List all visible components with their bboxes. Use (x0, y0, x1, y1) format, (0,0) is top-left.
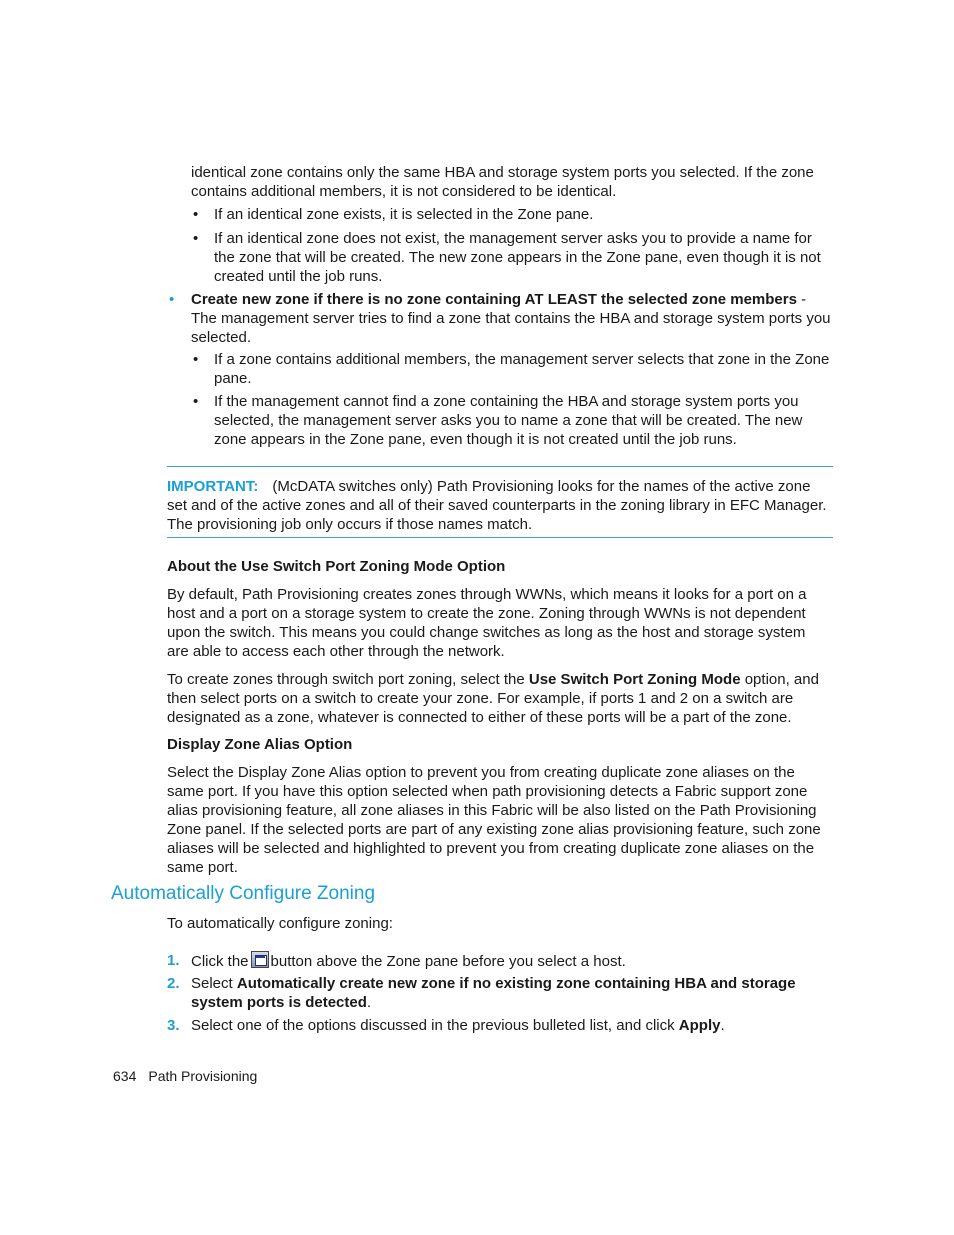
sub-bullet-identical-missing: If an identical zone does not exist, the management server asks you to provide a name for the zone that will be created. The new zone appears in the Zone pane, even though it is not created until the job runs. (214, 230, 821, 285)
text-span: Select one of the options discussed in the previous bulleted list, and click (191, 1017, 679, 1034)
bullet-rest-text: - The management server tries to find a zone that contains the HBA and storage system ports you selected. (191, 291, 831, 346)
paragraph-wwn: By default, Path Provisioning creates zones through WWNs, which means it looks for a port on a host and a port on a storage system to create the zone. Zoning through WWNs is not dependent upon the switch. This means you could change switches as long as the host and storage system are able to access each other through the network. (167, 586, 807, 660)
bold-apply: Apply (678, 1017, 721, 1034)
important-text: (McDATA switches only) Path Provisioning looks for the names of the active zone set and of the active zones and all of their saved counterparts in the zoning library in EFC Manager. The provisioning job only occurs if those names match. (167, 478, 827, 533)
step-number: 1. (167, 952, 180, 969)
text-span: Select (191, 975, 237, 992)
page-number: 634 (113, 1068, 137, 1084)
footer-section-name: Path Provisioning (148, 1068, 258, 1084)
step-1 (191, 951, 831, 971)
sub-bullet-additional-members: If a zone contains additional members, the management server selects that zone in the Zone pane. (214, 351, 830, 387)
paragraph-identical-zone: identical zone contains only the same HBA and storage system ports you selected. If the zone contains additional members, it is not considered to be identical. (191, 164, 814, 200)
bullet-dot: • (193, 206, 199, 223)
heading-zone-alias: Display Zone Alias Option (167, 736, 353, 753)
step-3 (191, 1016, 831, 1035)
page-footer (113, 1067, 257, 1086)
bullet-dot: • (169, 291, 175, 308)
text-span: . (720, 1017, 725, 1034)
text-span: button above the Zone pane before you select a host. (270, 953, 626, 970)
step-2 (191, 974, 831, 1012)
text-span: . (366, 994, 372, 1011)
step-number: 3. (167, 1017, 180, 1034)
paragraph-zone-alias: Select the Display Zone Alias option to prevent you from creating duplicate zone aliases on the same port. If you have this option selected when path provisioning detects a Fabric support zone alias provisioning feature, all zone aliases in this Fabric will be also listed on the Path Provisioning Zone panel. If the selected ports are part of any existing zone alias provisioning feature, such zone aliases will be selected and highlighted to prevent you from creating duplicate zone aliases on the same port. (167, 764, 821, 876)
window-icon (251, 951, 269, 968)
heading-switch-port: About the Use Switch Port Zoning Mode Option (167, 558, 506, 575)
step-number: 2. (167, 975, 180, 992)
bold-option-name: Automatically create new zone if no existing zone containing HBA and storage system ports is detected (191, 975, 796, 1011)
bullet-bold-text: Create new zone if there is no zone containing AT LEAST the selected zone members (191, 291, 797, 308)
bullet-dot: • (193, 393, 199, 410)
bullet-dot: • (193, 230, 199, 247)
auto-zoning-intro: To automatically configure zoning: (167, 915, 393, 932)
sub-bullet-cannot-find: If the management cannot find a zone containing the HBA and storage system ports you selected, the management server asks you to name a zone that will be created. The new zone appears in the Zone pane, even though it is not created until the job runs. (214, 393, 803, 448)
paragraph-switch-port-zoning (167, 670, 831, 727)
section-title-auto-zoning: Automatically Configure Zoning (111, 883, 376, 904)
important-top-rule (167, 466, 833, 467)
bold-option-name: Use Switch Port Zoning Mode (528, 671, 741, 688)
important-note (167, 477, 833, 534)
sub-bullet-identical-exists: If an identical zone exists, it is selected in the Zone pane. (214, 206, 594, 223)
important-label: IMPORTANT: (167, 478, 259, 495)
bullet-dot: • (193, 351, 199, 368)
text-span: Click the (191, 953, 249, 970)
text-span: To create zones through switch port zoning, select the (167, 671, 529, 688)
important-bottom-rule (167, 537, 833, 538)
bullet-create-new-zone (191, 290, 831, 347)
text-span: option, and then select ports on a switch to create your zone. For example, if ports 1 and 2 on a switch are designated as a zone, whatever is connected to either of these ports will be a part of the zone. (167, 671, 819, 726)
